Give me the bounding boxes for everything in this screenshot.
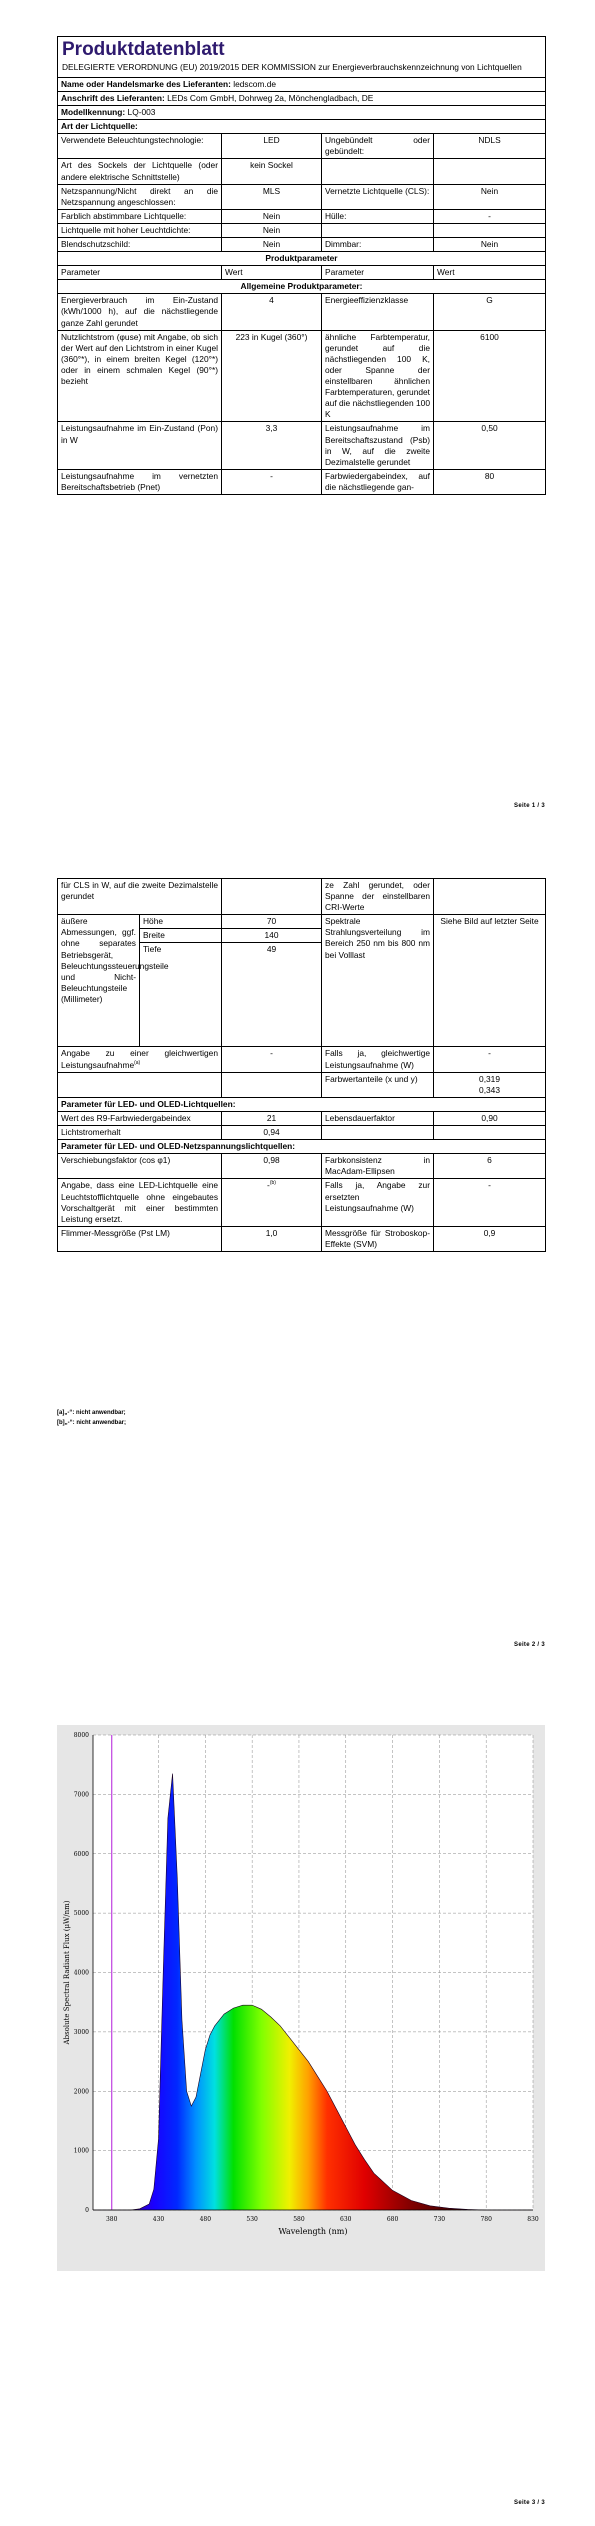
- x-tick-label: 780: [480, 2216, 492, 2223]
- table-row: für CLS in W, auf die zweite Dezimalstelle gerundet ze Zahl gerundet, oder Spanne der einstellbaren CRI-Werte: [58, 879, 546, 915]
- datasheet-table-part-1: [57, 36, 546, 495]
- page-number: Seite 3 / 3: [514, 2500, 545, 2506]
- page-number: Seite 2 / 3: [514, 1642, 545, 1648]
- table-row: Energieverbrauch im Ein-Zustand (kWh/1000 h), auf die nächstliegende ganze Zahl gerundet 4 Energieeffizienzklasse G: [58, 294, 546, 330]
- table-row: Angabe zu einer gleichwertigen Leistungsaufnahme$^{(a)}$ - Falls ja, gleichwertige Leistungsaufnahme (W) -: [58, 1047, 546, 1072]
- model-row: Modellkennung: LQ-003: [58, 106, 546, 120]
- supplier-address-row: Anschrift des Lieferanten: LEDs Com GmbH, Dohrweg 2a, Mönchengladbach, DE: [58, 91, 546, 105]
- table-row: Leistungsaufnahme im Ein-Zustand (Pon) in W 3,3 Leistungsaufnahme im Bereitschaftszustand (Psb) in W, auf die zweite Dezimalstelle gerundet 0,50: [58, 422, 546, 469]
- footnote-a: [a]„-“: nicht anwendbar;: [57, 1410, 126, 1416]
- x-axis-label: Wavelength (nm): [278, 2227, 348, 2236]
- y-tick-label: 6000: [73, 1850, 89, 1858]
- x-tick-label: 530: [246, 2216, 258, 2223]
- dimensions-row: Tiefe 49: [58, 943, 546, 1047]
- y-tick-label: 4000: [73, 1969, 89, 1977]
- x-tick-label: 580: [293, 2216, 305, 2223]
- section-mains-parameters: Parameter für LED- und OLED-Netzspannungslichtquellen:: [58, 1140, 546, 1154]
- table-row: Nutzlichtstrom (φuse) mit Angabe, ob sich der Wert auf den Lichtstrom in einer Kugel (360°*), in einem breiten Kegel (120°*) oder in einem schmalen Kegel (90°*) bezieht 223 in Kugel (360°) ähnliche Farbtemperatur, gerundet auf die nächstliegenden 100 K, oder Spanne der einstellbaren ähnlichen Farbtemperaturen, gerundet auf die nächstliegenden 100 K 6100: [58, 330, 546, 422]
- table-row: Lichtstromerhalt 0,94: [58, 1126, 546, 1140]
- page-number: Seite 1 / 3: [514, 803, 545, 809]
- x-tick-label: 380: [105, 2216, 118, 2223]
- table-row: Angabe, dass eine LED-Lichtquelle eine Leuchtstofflichtquelle ohne eingebautes Vorschaltgerät mit einer bestimmten Leistung ersetzt. -$^{(b)}$ Falls ja, Angabe zur ersetzten Leistungsaufnahme (W) -: [58, 1179, 546, 1226]
- x-tick-label: 480: [199, 2216, 212, 2223]
- table-row: Blendschutzschild: Nein Dimmbar: Nein: [58, 238, 546, 252]
- table-row: Farbwertanteile (x und y) 0,319 0,343: [58, 1072, 546, 1097]
- y-tick-label: 3000: [73, 2028, 89, 2036]
- x-tick-label: 830: [527, 2216, 539, 2223]
- y-tick-label: 1000: [73, 2147, 89, 2155]
- page-2: [0, 870, 595, 1700]
- table-row: Verwendete Beleuchtungstechnologie: LED Ungebündelt oder gebündelt: NDLS: [58, 134, 546, 159]
- y-tick-label: 7000: [73, 1791, 89, 1799]
- table-row: Netzspannung/Nicht direkt an die Netzspannung angeschlossen: MLS Vernetzte Lichtquelle (CLS): Nein: [58, 184, 546, 209]
- footnotes: [57, 1408, 126, 1428]
- y-tick-label: 8000: [73, 1732, 89, 1739]
- table-row: Wert des R9-Farbwiedergabeindex 21 Lebensdauerfaktor 0,90: [58, 1111, 546, 1125]
- y-tick-label: 2000: [73, 2088, 89, 2096]
- x-tick-label: 730: [433, 2216, 446, 2223]
- document-subtitle: DELEGIERTE VERORDNUNG (EU) 2019/2015 DER KOMMISSION zur Energieverbrauchskennzeichnung von Lichtquellen: [62, 61, 522, 72]
- section-light-source-type: Art der Lichtquelle:: [58, 120, 546, 134]
- datasheet-table-part-2: [57, 878, 546, 1252]
- table-row: Verschiebungsfaktor (cos φ1) 0,98 Farbkonsistenz in MacAdam-Ellipsen 6: [58, 1154, 546, 1179]
- y-tick-label: 0: [85, 2207, 89, 2214]
- section-general-parameters: Allgemeine Produktparameter:: [58, 280, 546, 294]
- table-row: Flimmer-Messgröße (Pst LM) 1,0 Messgröße für Stroboskop-Effekte (SVM) 0,9: [58, 1226, 546, 1251]
- table-row: Leistungsaufnahme im vernetzten Bereitschaftsbetrieb (Pnet) - Farbwiedergabeindex, auf die nächstliegende gan- 80: [58, 469, 546, 494]
- table-row: Farblich abstimmbare Lichtquelle: Nein Hülle: -: [58, 209, 546, 223]
- x-tick-label: 680: [386, 2216, 399, 2223]
- dimensions-row: Breite 140: [58, 929, 546, 943]
- x-tick-label: 430: [152, 2216, 165, 2223]
- y-axis-label: Absolute Spectral Radiant Flux (μW/nm): [63, 1900, 71, 2045]
- column-header-row: Parameter Wert Parameter Wert: [58, 266, 546, 280]
- section-led-parameters: Parameter für LED- und OLED-Lichtquellen:: [58, 1097, 546, 1111]
- table-row: Lichtquelle mit hoher Leuchtdichte: Nein: [58, 223, 546, 237]
- footnote-b: [b]„-“: nicht anwendbar;: [57, 1420, 126, 1427]
- dimensions-row: äußere Abmessungen, ggf. ohne separates Betriebsgerät, Beleuchtungssteuerungsteile und Nicht-Beleuchtungsteile (Millimeter) Höhe 70 Spektrale Strahlungsverteilung im Bereich 250 nm bis 800 nm bei Volllast Siehe Bild auf letzter Seite: [58, 915, 546, 929]
- page-1: [0, 0, 595, 830]
- x-tick-label: 630: [340, 2216, 352, 2223]
- table-row: Art des Sockels der Lichtquelle (oder andere elektrische Schnittstelle) kein Sockel: [58, 159, 546, 184]
- spectral-distribution-chart: [57, 1725, 545, 2271]
- y-tick-label: 5000: [73, 1910, 89, 1918]
- document-title: Produktdatenblatt: [62, 39, 225, 60]
- section-product-parameters: Produktparameter: [58, 252, 546, 266]
- supplier-name-row: Name oder Handelsmarke des Lieferanten: ledscom.de: [58, 77, 546, 91]
